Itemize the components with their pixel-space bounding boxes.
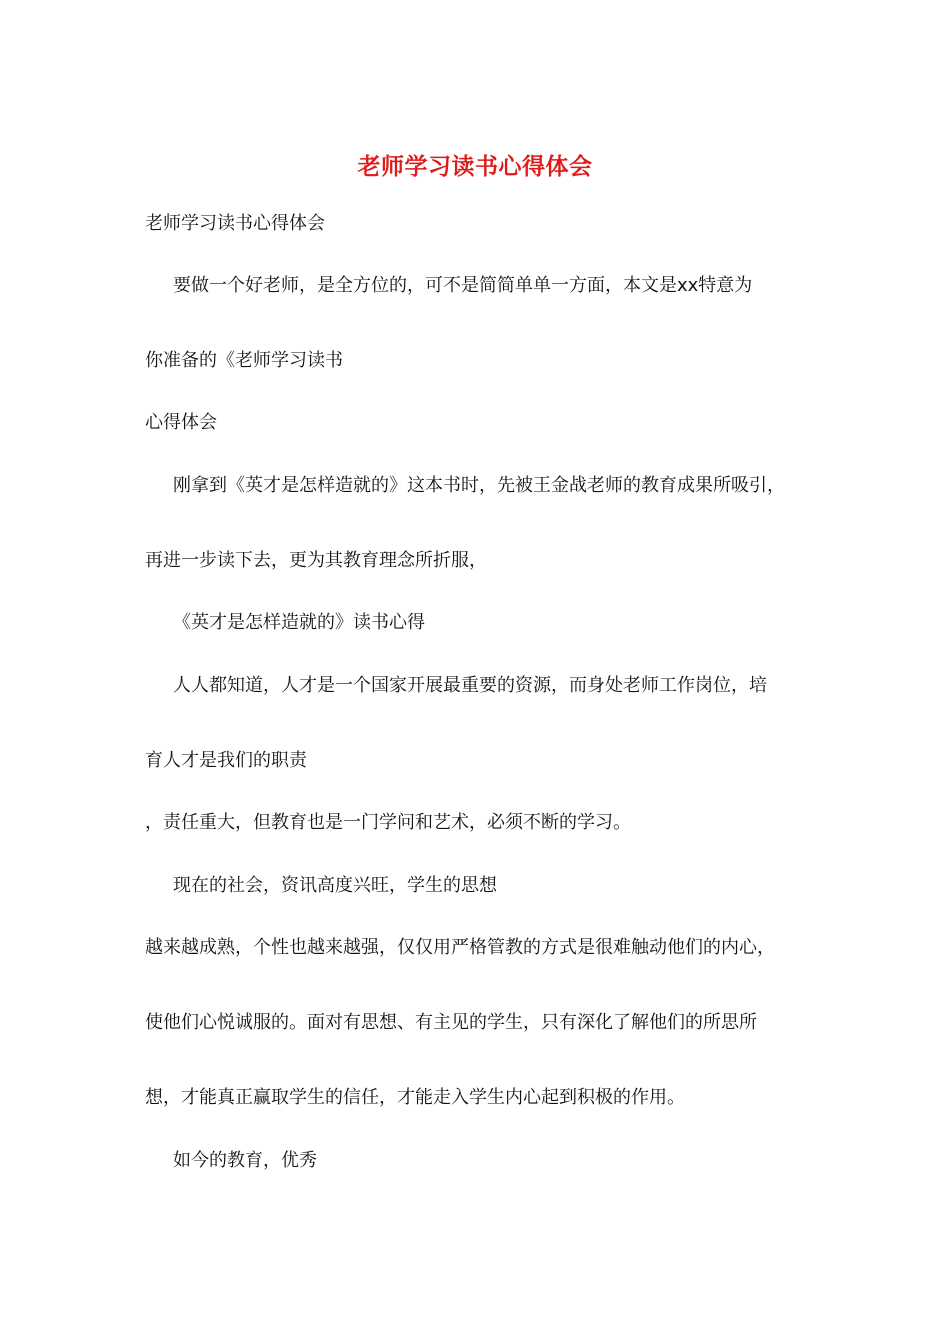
paragraph-line: 你准备的《老师学习读书 bbox=[145, 350, 343, 371]
paragraph-line: 越来越成熟，个性也越来越强，仅仅用严格管教的方式是很难触动他们的内心， bbox=[145, 937, 775, 958]
paragraph-line: 育人才是我们的职责 bbox=[145, 750, 307, 771]
paragraph-line: ，责任重大，但教育也是一门学问和艺术，必须不断的学习。 bbox=[145, 812, 631, 833]
paragraph-line: 如今的教育，优秀 bbox=[173, 1150, 317, 1171]
paragraph-line: 刚拿到《英才是怎样造就的》这本书时，先被王金战老师的教育成果所吸引， bbox=[173, 475, 785, 496]
paragraph-line: 《英才是怎样造就的》读书心得 bbox=[173, 612, 425, 633]
paragraph-line: 再进一步读下去，更为其教育理念所折服， bbox=[145, 550, 487, 571]
paragraph-line: 老师学习读书心得体会 bbox=[145, 213, 325, 234]
document-title: 老师学习读书心得体会 bbox=[357, 153, 593, 180]
paragraph-line: 想，才能真正赢取学生的信任，才能走入学生内心起到积极的作用。 bbox=[145, 1087, 685, 1108]
paragraph-line: 人人都知道，人才是一个国家开展最重要的资源，而身处老师工作岗位，培 bbox=[173, 675, 767, 696]
paragraph-line: 心得体会 bbox=[145, 412, 217, 433]
paragraph-line: 使他们心悦诚服的。面对有思想、有主见的学生，只有深化了解他们的所思所 bbox=[145, 1012, 757, 1033]
paragraph-line: 要做一个好老师，是全方位的，可不是简简单单一方面，本文是xx特意为 bbox=[173, 275, 753, 296]
paragraph-line: 现在的社会，资讯高度兴旺，学生的思想 bbox=[173, 875, 497, 896]
